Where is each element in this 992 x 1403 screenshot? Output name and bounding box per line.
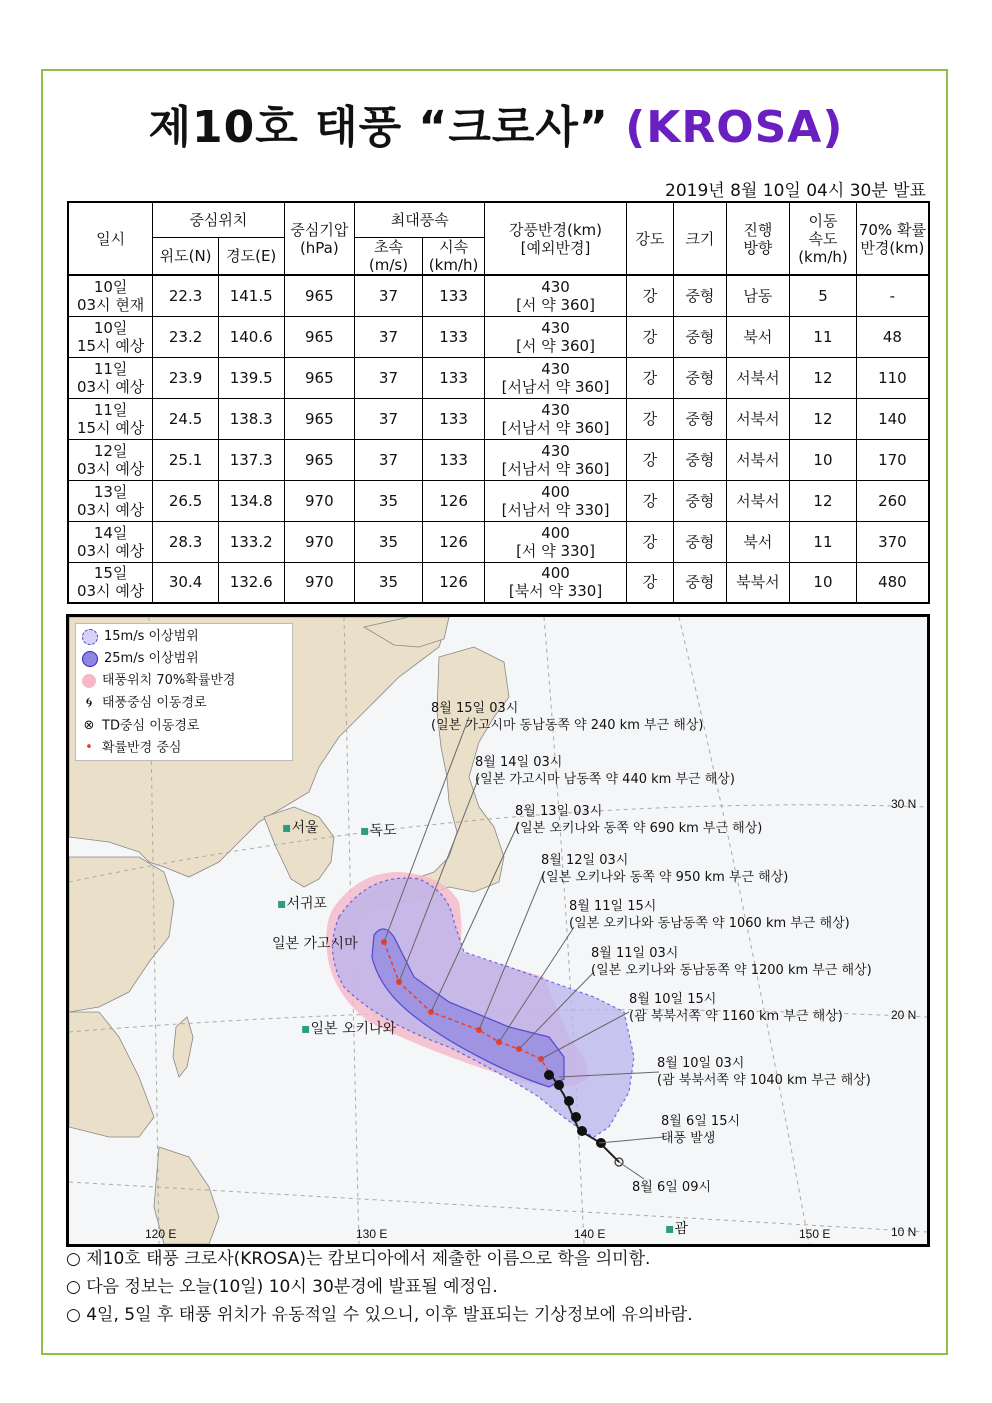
cell-lon: 137.3: [218, 439, 284, 480]
cell-size: 중형: [674, 480, 726, 521]
note-line: ○ 다음 정보는 오늘(10일) 10시 30분경에 발표될 예정임.: [66, 1277, 498, 1297]
lon-label: 140 E: [574, 1227, 606, 1241]
track-annotation: 8월 15일 03시 (일본 가고시마 동남동쪽 약 240 km 부근 해상): [431, 701, 704, 733]
table-row: [68, 275, 929, 316]
typhoon-track-map: [66, 614, 930, 1247]
cell-intensity: 강: [626, 480, 673, 521]
cell-ms: 37: [355, 275, 423, 316]
cell-dir: 서북서: [726, 357, 790, 398]
note-line: ○ 4일, 5일 후 태풍 위치가 유동적일 수 있으니, 이후 발표되는 기상정보에 유의바람.: [66, 1305, 693, 1325]
city-marker-icon: ▪: [360, 823, 370, 839]
table-row: [68, 480, 929, 521]
cell-dir: 북북서: [726, 562, 790, 603]
cell-intensity: 강: [626, 398, 673, 439]
header-pressure: 중심기압 (hPa): [284, 202, 355, 275]
lon-label: 130 E: [356, 1227, 388, 1241]
header-time: 일시: [68, 202, 153, 275]
cell-lat: 23.2: [153, 316, 219, 357]
cell-dir: 북서: [726, 316, 790, 357]
label-dokdo: ▪독도: [360, 823, 397, 839]
cell-intensity: 강: [626, 357, 673, 398]
track-annotation: 8월 11일 15시 (일본 오키나와 동남동쪽 약 1060 km 부근 해상): [569, 899, 850, 931]
track-annotation: 8월 12일 03시 (일본 오키나와 동쪽 약 950 km 부근 해상): [541, 853, 789, 885]
cell-hpa: 965: [284, 398, 355, 439]
cell-speed: 10: [790, 562, 857, 603]
forecast-table: [67, 201, 930, 604]
cell-ms: 37: [355, 357, 423, 398]
legend-item: 15m/s 이상범위: [82, 626, 292, 648]
label-seogwipo: ▪서귀포: [277, 896, 328, 912]
issued-time: 2019년 8월 10일 04시 30분 발표: [665, 181, 926, 201]
cell-prob: -: [856, 275, 929, 316]
label-okinawa: ▪일본 오키나와: [301, 1021, 397, 1037]
cell-lat: 30.4: [153, 562, 219, 603]
legend-15ms-icon: [82, 629, 98, 645]
legend-25ms-icon: [82, 651, 98, 667]
track-annotation: 8월 13일 03시 (일본 오키나와 동쪽 약 690 km 부근 해상): [515, 804, 763, 836]
cell-kmh: 133: [422, 357, 485, 398]
header-wind-ms: 초속 (m/s): [355, 238, 423, 276]
cell-ms: 35: [355, 562, 423, 603]
table-row: [68, 439, 929, 480]
legend-item: ⊗ TD중심 이동경로: [82, 715, 292, 738]
cell-ms: 35: [355, 521, 423, 562]
city-marker-icon: ▪: [301, 1021, 311, 1037]
cell-size: 중형: [674, 398, 726, 439]
cell-kmh: 133: [422, 398, 485, 439]
cell-kmh: 126: [422, 562, 485, 603]
cell-radius: 430 [서 약 360]: [485, 316, 626, 357]
cell-size: 중형: [674, 316, 726, 357]
header-center: 중심위치: [153, 202, 284, 238]
legend-item: 🌀︎ 태풍중심 이동경로: [82, 692, 292, 715]
cell-speed: 5: [790, 275, 857, 316]
city-marker-icon: ▪: [665, 1221, 675, 1237]
track-annotation: 8월 10일 03시 (괌 북북서쪽 약 1040 km 부근 해상): [657, 1056, 871, 1088]
header-radius: 강풍반경(km) [예외반경]: [485, 202, 626, 275]
city-marker-icon: ▪: [282, 820, 292, 836]
lon-label: 150 E: [799, 1227, 831, 1241]
cell-size: 중형: [674, 275, 726, 316]
cell-size: 중형: [674, 562, 726, 603]
cell-kmh: 133: [422, 439, 485, 480]
cell-radius: 430 [서남서 약 360]: [485, 439, 626, 480]
map-legend: [75, 623, 293, 761]
lat-label: 20 N: [891, 1008, 917, 1022]
cell-dir: 북서: [726, 521, 790, 562]
cell-intensity: 강: [626, 439, 673, 480]
cell-intensity: 강: [626, 562, 673, 603]
track-annotation: 8월 10일 15시 (괌 북북서쪽 약 1160 km 부근 해상): [629, 992, 843, 1024]
cell-hpa: 965: [284, 439, 355, 480]
header-size: 크기: [674, 202, 726, 275]
cell-time: 10일 03시 현재: [68, 275, 153, 316]
cell-radius: 400 [서남서 약 330]: [485, 480, 626, 521]
cell-ms: 35: [355, 480, 423, 521]
cell-kmh: 133: [422, 275, 485, 316]
cell-hpa: 965: [284, 357, 355, 398]
td-icon: ⊗: [83, 717, 95, 733]
cell-intensity: 강: [626, 316, 673, 357]
cell-intensity: 강: [626, 521, 673, 562]
cell-prob: 110: [856, 357, 929, 398]
legend-item: 25m/s 이상범위: [82, 648, 292, 670]
cell-hpa: 965: [284, 275, 355, 316]
header-wind: 최대풍속: [355, 202, 485, 238]
table-row: [68, 521, 929, 562]
legend-item: • 확률반경 중심: [82, 737, 292, 760]
city-marker-icon: ▪: [277, 896, 287, 912]
cell-prob: 480: [856, 562, 929, 603]
cell-lon: 134.8: [218, 480, 284, 521]
cell-radius: 430 [서남서 약 360]: [485, 357, 626, 398]
cell-prob: 140: [856, 398, 929, 439]
cell-prob: 48: [856, 316, 929, 357]
cell-lon: 140.6: [218, 316, 284, 357]
cell-prob: 170: [856, 439, 929, 480]
cell-time: 10일 15시 예상: [68, 316, 153, 357]
cell-lat: 24.5: [153, 398, 219, 439]
cell-lon: 141.5: [218, 275, 284, 316]
cell-radius: 400 [북서 약 330]: [485, 562, 626, 603]
cell-hpa: 970: [284, 521, 355, 562]
track-annotation: 8월 6일 09시: [632, 1180, 712, 1195]
track-annotation: 8월 11일 03시 (일본 오키나와 동남동쪽 약 1200 km 부근 해상): [591, 946, 872, 978]
title-english: (KROSA): [625, 102, 844, 153]
cell-kmh: 133: [422, 316, 485, 357]
notes: [66, 1245, 693, 1329]
cell-lon: 138.3: [218, 398, 284, 439]
header-direction: 진행 방향: [726, 202, 790, 275]
cell-dir: 서북서: [726, 480, 790, 521]
forecast-rows: [68, 275, 929, 603]
header-speed: 이동 속도 (km/h): [790, 202, 857, 275]
red-dot-icon: •: [85, 740, 93, 755]
cell-size: 중형: [674, 439, 726, 480]
cell-prob: 370: [856, 521, 929, 562]
label-seoul: ▪서울: [282, 820, 319, 836]
cell-speed: 11: [790, 521, 857, 562]
cell-ms: 37: [355, 439, 423, 480]
cell-intensity: 강: [626, 275, 673, 316]
cell-size: 중형: [674, 521, 726, 562]
cell-lat: 22.3: [153, 275, 219, 316]
title-korean: 제10호 태풍 “크로사”: [148, 102, 609, 153]
cell-lon: 132.6: [218, 562, 284, 603]
cell-lat: 26.5: [153, 480, 219, 521]
cell-time: 12일 03시 예상: [68, 439, 153, 480]
page-title: [0, 91, 992, 155]
cell-lat: 23.9: [153, 357, 219, 398]
cell-dir: 남동: [726, 275, 790, 316]
cell-hpa: 970: [284, 562, 355, 603]
track-annotation: 8월 6일 15시 태풍 발생: [661, 1114, 741, 1146]
table-row: [68, 398, 929, 439]
table-row: [68, 562, 929, 603]
table-row: [68, 316, 929, 357]
header-lon: 경도(E): [218, 238, 284, 276]
header-lat: 위도(N): [153, 238, 219, 276]
cell-speed: 12: [790, 480, 857, 521]
cell-size: 중형: [674, 357, 726, 398]
label-kagoshima: 일본 가고시마: [272, 936, 358, 952]
cell-radius: 430 [서남서 약 360]: [485, 398, 626, 439]
cell-dir: 서북서: [726, 439, 790, 480]
typhoon-icon: 🌀︎: [85, 695, 93, 711]
cell-ms: 37: [355, 398, 423, 439]
note-line: ○ 제10호 태풍 크로사(KROSA)는 캄보디아에서 제출한 이름으로 학을 의미함.: [66, 1249, 651, 1269]
track-annotation: 8월 14일 03시 (일본 가고시마 남동쪽 약 440 km 부근 해상): [475, 755, 735, 787]
cell-radius: 400 [서 약 330]: [485, 521, 626, 562]
cell-dir: 서북서: [726, 398, 790, 439]
cell-hpa: 970: [284, 480, 355, 521]
cell-time: 11일 15시 예상: [68, 398, 153, 439]
lon-label: 120 E: [145, 1227, 177, 1241]
lat-label: 10 N: [891, 1225, 917, 1239]
legend-item: 태풍위치 70%확률반경: [82, 670, 292, 692]
cell-hpa: 965: [284, 316, 355, 357]
header-intensity: 강도: [626, 202, 673, 275]
cell-speed: 12: [790, 357, 857, 398]
cell-prob: 260: [856, 480, 929, 521]
cell-speed: 10: [790, 439, 857, 480]
lat-label: 30 N: [891, 797, 917, 811]
cell-time: 13일 03시 예상: [68, 480, 153, 521]
cell-lat: 25.1: [153, 439, 219, 480]
cell-time: 14일 03시 예상: [68, 521, 153, 562]
cell-kmh: 126: [422, 480, 485, 521]
cell-radius: 430 [서 약 360]: [485, 275, 626, 316]
cell-lon: 139.5: [218, 357, 284, 398]
cell-speed: 12: [790, 398, 857, 439]
legend-prob-icon: [82, 674, 96, 688]
label-guam: ▪괌: [665, 1221, 689, 1237]
cell-kmh: 126: [422, 521, 485, 562]
cell-time: 11일 03시 예상: [68, 357, 153, 398]
cell-ms: 37: [355, 316, 423, 357]
cell-lat: 28.3: [153, 521, 219, 562]
header-prob-radius: 70% 확률 반경(km): [856, 202, 929, 275]
table-row: [68, 357, 929, 398]
header-wind-kmh: 시속 (km/h): [422, 238, 485, 276]
cell-speed: 11: [790, 316, 857, 357]
cell-lon: 133.2: [218, 521, 284, 562]
cell-time: 15일 03시 예상: [68, 562, 153, 603]
